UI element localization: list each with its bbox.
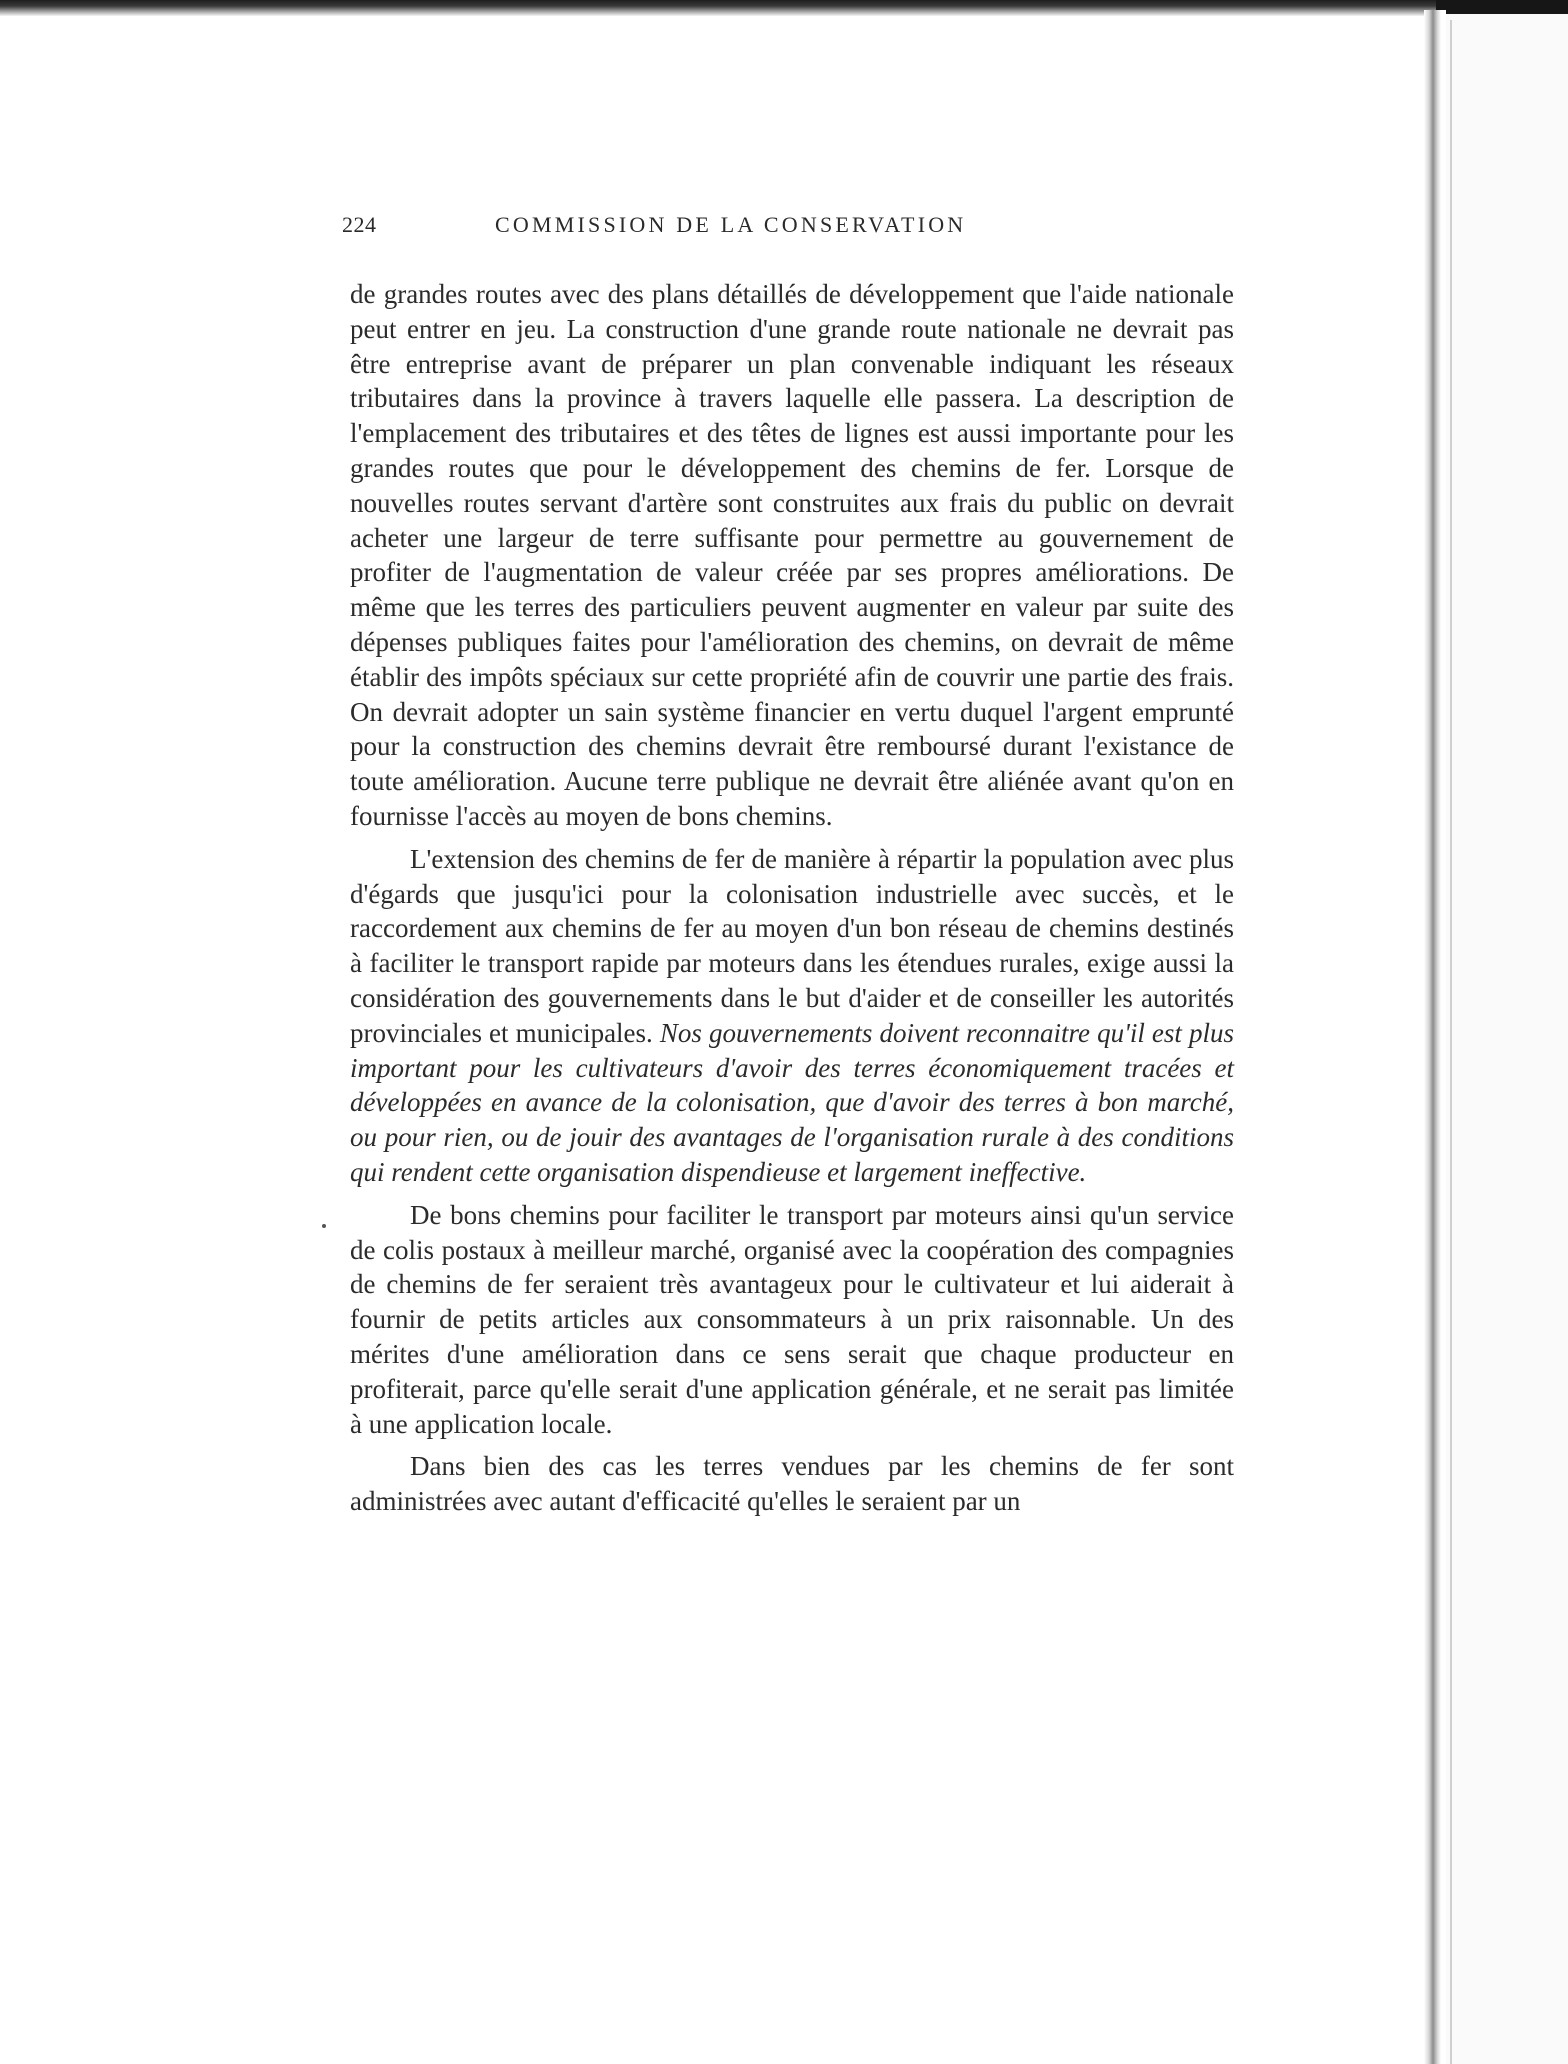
- paragraph-3: De bons chemins pour faciliter le transport par moteurs ainsi qu'un service de colis postaux à meilleur marché, organisé avec la coopération des compagnies de chemins de fer seraient très avantageux pour le cultivateur et lui aiderait à fournir de petits articles aux consommateurs à un prix raisonnable. Un des mérites d'une amélioration dans ce sens serait que chaque producteur en profiterait, parce qu'elle serait d'une application générale, et ne serait pas limitée à une application locale.: [350, 1199, 1234, 1439]
- paragraph-1: de grandes routes avec des plans détaillés de développement que l'aide nationale peut entrer en jeu. La construction d'une grande route nationale ne devrait pas être entreprise avant de préparer un plan convenable indiquant les réseaux tributaires dans la province à travers laquelle elle passera. La description de l'emplacement des tributaires et des têtes de lignes est aussi importante pour les grandes routes que pour le développement des chemins de fer. Lorsque de nouvelles routes servant d'artère sont construites aux frais du public on devrait acheter une largeur de terre suffisante pour permettre au gouvernement de profiter de l'augmentation de valeur créée par ses propres améliorations. De même que les terres des particuliers peuvent augmenter en valeur par suite des dépenses publiques faites pour l'amélioration des chemins, on devrait de même établir des impôts spéciaux sur cette propriété afin de couvrir une partie des frais. On devrait adopter un sain système financier en vertu duquel l'argent emprunté pour la construction des chemins devrait être remboursé durant l'existance de toute amélioration. Aucune terre publique ne devrait être aliénée avant qu'on en fournisse l'accès au moyen de bons chemins.: [350, 279, 1234, 831]
- paragraph-2: [350, 842, 1234, 1190]
- underlying-page: [1446, 14, 1568, 2064]
- page-right-edge: [1424, 10, 1446, 2064]
- underlying-page-edge: [1450, 20, 1452, 2064]
- margin-mark: [322, 1224, 326, 1228]
- paragraph-2-text: L'extension des chemins de fer de manière à répartir la population avec plus d'égards que jusqu'ici pour la colonisation industrielle avec succès, et le raccordement aux chemins de fer au moyen d'un bon réseau de chemins destinés à faciliter le transport rapide par moteurs dans les étendues rurales, exige aussi la considération des gouvernements dans le but d'aider et de conseiller les autorités provinciales et municipales.: [350, 843, 1234, 1048]
- scan-top-border: [0, 0, 1436, 16]
- running-header: [342, 212, 1238, 246]
- paragraph-4: Dans bien des cas les terres vendues par les chemins de fer sont administrées avec autant d'efficacité qu'elles le seraient par un: [350, 1451, 1234, 1517]
- page-number: 224: [342, 212, 377, 237]
- running-title: COMMISSION DE LA CONSERVATION: [495, 212, 967, 237]
- paragraph-2-emphasis: Nos gouvernements doivent reconnaitre qu'il est plus important pour les cultivateurs d'avoir des terres économiquement tracées et développées en avance de la colonisation, que d'avoir des terres à bon marché, ou pour rien, ou de jouir des avantages de l'organisation rurale à des conditions qui rendent cette organisation dispendieuse et largement ineffective.: [350, 1017, 1234, 1187]
- body-text: [350, 277, 1234, 1527]
